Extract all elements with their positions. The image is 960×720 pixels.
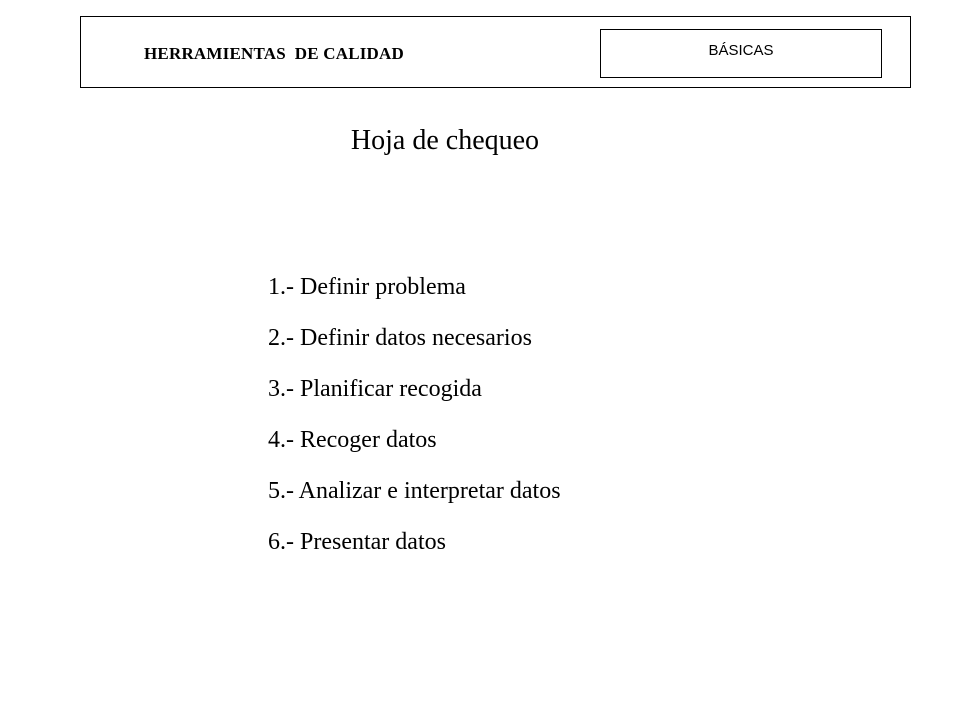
header-title: HERRAMIENTAS DE CALIDAD [144, 44, 404, 63]
step-item: 1.- Definir problema [268, 274, 466, 300]
step-item: 4.- Recoger datos [268, 427, 437, 453]
step-item: 6.- Presentar datos [268, 529, 446, 555]
category-box [600, 29, 882, 78]
header-banner [80, 16, 911, 88]
category-label: BÁSICAS [708, 42, 774, 59]
step-item: 2.- Definir datos necesarios [268, 325, 532, 351]
step-item: 5.- Analizar e interpretar datos [268, 478, 561, 504]
slide-title: Hoja de chequeo [350, 125, 540, 156]
steps-list [268, 262, 561, 568]
step-item: 3.- Planificar recogida [268, 376, 482, 402]
